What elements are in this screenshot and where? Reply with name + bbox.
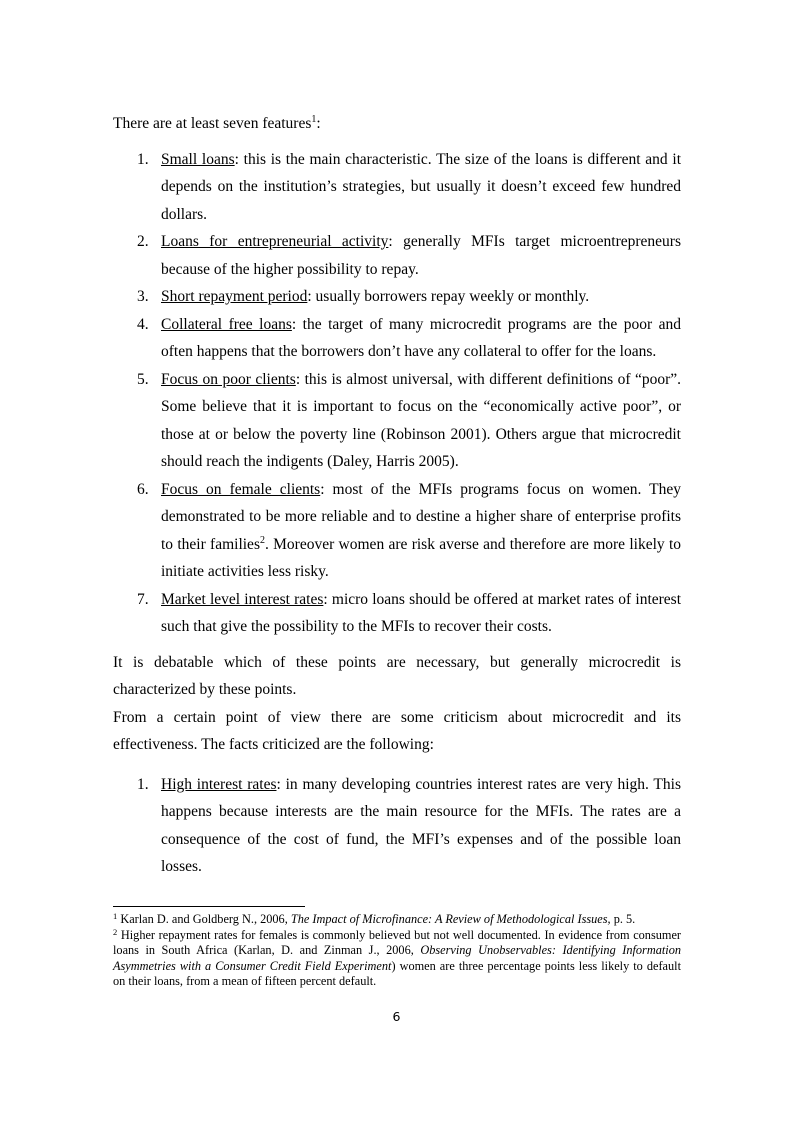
list-item <box>113 366 681 476</box>
item-number: 6. <box>137 480 149 498</box>
footnote-text: Karlan D. and Goldberg N., 2006, <box>117 912 291 926</box>
item-text: : usually borrowers repay weekly or monthly. <box>307 288 590 305</box>
footnote-title: The Impact of Microfinance: A Review of Methodological Issues, <box>290 912 611 926</box>
item-term: Focus on female clients <box>161 480 321 498</box>
item-number: 1. <box>137 775 149 793</box>
item-text: : this is the main characteristic. The size of the loans is different and it depends on the institution’s strategies, but usually it doesn’t exceed few hundred dollars. <box>161 150 681 223</box>
list-item <box>113 228 681 283</box>
list-item <box>113 476 681 586</box>
list-item <box>113 771 681 881</box>
item-number: 5. <box>137 370 149 388</box>
footnote-2 <box>113 928 681 990</box>
item-number: 3. <box>137 288 149 305</box>
paragraph-debatable: It is debatable which of these points are necessary, but generally microcredit is characterized by these points. <box>113 653 681 698</box>
footnote-text: Higher repayment rates for females is commonly believed but not well documented. In evidence from consumer loans in South Africa (Karlan, D. and Zinman J., 2006, <box>113 927 681 957</box>
list-item <box>113 283 681 311</box>
item-term: Market level interest rates <box>161 590 324 608</box>
item-number: 2. <box>137 233 149 250</box>
footnote-title: Observing Unobservables: Identifying Information Asymmetries with a Consumer Credit Field Experiment <box>113 943 682 973</box>
item-text: : micro loans should be offered at market rates of interest such that give the possibility to the MFIs to recover their costs. <box>161 590 682 635</box>
footnote-1 <box>113 912 681 928</box>
paragraph-criticism: From a certain point of view there are some criticism about microcredit and its effectiveness. The facts criticized are the following: <box>113 708 681 753</box>
intro-colon: : <box>316 115 321 132</box>
item-number: 4. <box>137 315 149 333</box>
list-item <box>113 311 681 366</box>
item-text: : the target of many microcredit programs are the poor and often happens that the borrowers don’t have any collateral to offer for the loans. <box>161 315 681 360</box>
footnote-number: 1 <box>113 911 118 921</box>
item-text: : this is almost universal, with different definitions of “poor”. Some believe that it is important to focus on the “economically active poor”, or those at or below the poverty line (Robinson 2001). Others argue that microcredit should reach the indigents (Daley, Harris 2005). <box>161 370 682 470</box>
item-term: Collateral free loans <box>161 315 292 333</box>
item-term: High interest rates <box>161 775 277 793</box>
footnote-ref-2[interactable]: 2 <box>259 534 265 546</box>
list-item <box>113 146 681 229</box>
item-text: : in many developing countries interest rates are very high. This happens because interests are the main resource for the MFIs. The rates are a consequence of the cost of fund, the MFI’s expenses and of the possible loan losses. <box>161 775 681 875</box>
footnote-tail: ) women are three percentage points less likely to default on their loans, from a mean of fifteen percent default. <box>113 958 681 988</box>
item-number: 1. <box>137 150 149 168</box>
intro-text: There are at least seven features <box>113 115 312 132</box>
footnote-ref-1[interactable]: 1 <box>311 114 317 125</box>
item-text-continued: . Moreover women are risk averse and therefore are more likely to initiate activities less risky. <box>161 535 682 580</box>
item-text: : most of the MFIs programs focus on women. They demonstrated to be more reliable and to destine a higher share of enterprise profits to their families <box>161 480 681 553</box>
item-term: Focus on poor clients <box>161 370 296 388</box>
footnotes <box>113 912 681 990</box>
footnote-separator <box>113 906 305 907</box>
item-term: Small loans <box>161 150 235 168</box>
page-number: 6 <box>392 1009 401 1024</box>
features-list <box>113 146 681 641</box>
criticisms-list <box>113 771 681 881</box>
footnote-tail: p. 5. <box>610 912 636 926</box>
intro-line <box>113 110 681 138</box>
list-item <box>113 586 681 641</box>
item-number: 7. <box>137 590 149 608</box>
footnote-number: 2 <box>113 926 118 937</box>
item-term: Loans for entrepreneurial activity <box>161 233 389 250</box>
item-term: Short repayment period <box>161 288 308 305</box>
item-text: : generally MFIs target microentrepreneurs because of the higher possibility to repay. <box>161 233 681 278</box>
page-body <box>113 110 681 881</box>
